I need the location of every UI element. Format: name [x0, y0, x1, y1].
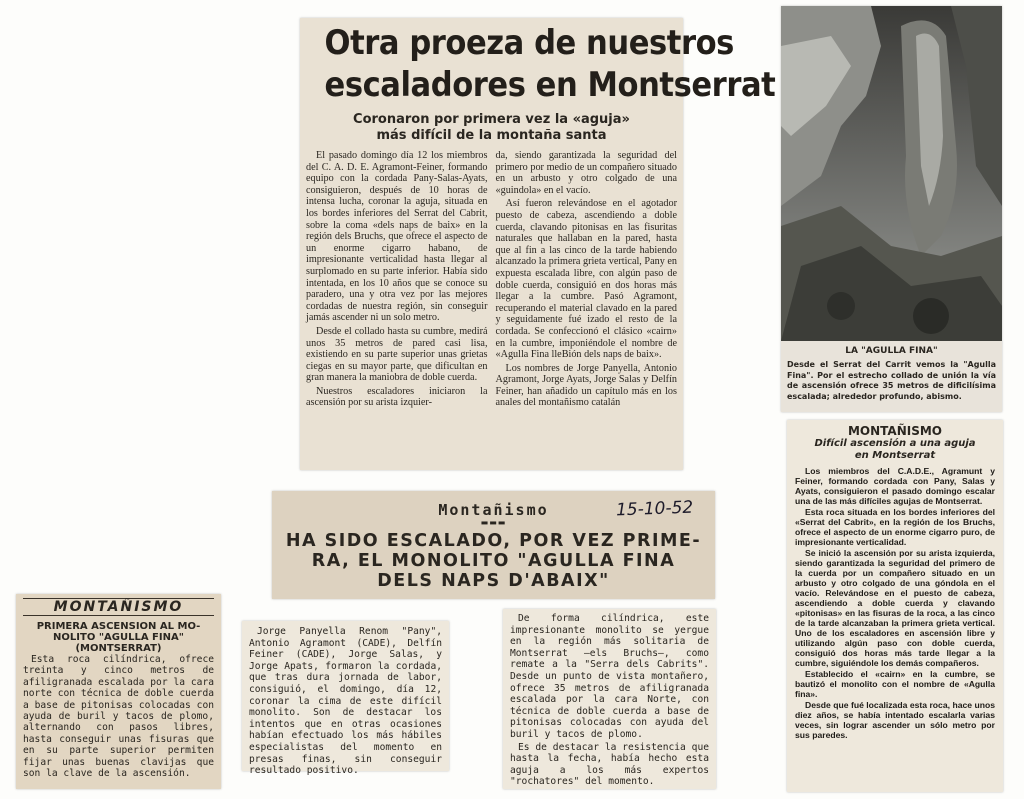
main-article-clipping — [300, 18, 776, 470]
right-subtitle-line2: en Montserrat — [854, 450, 936, 461]
paragraph: Desde que fué localizada esta roca, hace unos diez años, se había intentado escalarla varias veces, sin lograr ascender un sólo metro por sus paredes. — [795, 700, 995, 740]
right-section-title: MONTAÑISMO — [847, 424, 943, 438]
bottom-left-section-title: MONTAÑISMO — [23, 598, 214, 616]
main-subhead — [306, 112, 677, 144]
paragraph: Así fueron relevándose en el agotador puesto de cabeza, ascendiendo a doble cuerda, clavando pitonisas en las fisuritas naturales que hallaban en la pared, hasta que al fin a las cinco de la tarde habiendo alcanzado la primera grieta vertical, Pany en expuesta escalada libre, con algún paso de doble cuerda, consiguió en dos horas más llegar a la cumbre. Pasó Agramont, recuperando el material clavado en la pared y seguidamente fué izado el resto de la cordada. Se confeccionó el clásico «cairn» en la cumbre, imponiéndole el nombre de «Agulla Fina lleBión dels naps de baix». — [495, 198, 677, 361]
main-article-columns — [306, 150, 677, 411]
ornament-divider: ▬▬▬ — [480, 518, 507, 527]
bottom-left-title-line1: PRIMERA ASCENSION AL MO- — [36, 621, 201, 632]
bottom-middle-text: Jorge Panyella Renom "Pany", Antonio Agramont (CADE), Delfín Feiner (CADE), Jorge Salas, y Jorge Apats, formaron la cordada, que tras dura jornada de labor, consiguió, el domingo, día 12, coronar la cima de este difícil monolito. Son de destacar los intentos que en otras ocasiones habían efectuado los más hábiles especialistas del momento en presas finas, sin conseguir resultado positivo. — [249, 626, 442, 777]
paragraph: Desde el collado hasta su cumbre, medirá unos 35 metros de pared casi lisa, existiendo en su parte superior unas grietas ciegas en su mayor parte, que dificultan en gran manera la maniobra de doble cuerda. — [306, 325, 488, 384]
bottom-left-title — [23, 621, 214, 654]
paragraph: El pasado domingo día 12 los miembros del C. A. D. E. Agramont-Feiner, formando equipo con la cordada Pany-Salas-Ayats, consiguieron, después de 10 horas de intensa lucha, coronar la aguja, situada en los bordes inferiores del Serrat del Cabrit, sobre la coma «dels naps de baix» en la región dels Bruchs, que ofrece el aspecto de un enorme cigarro habano, de impresionante verticalidad hasta llegar al surplomado en su parte inferior. Había sido intentada, en los 10 años que se conoce su paradero, una y otra vez por las mejores cordadas de nuestra región, sin conseguir jamás ascender ni un solo metro. — [306, 150, 488, 324]
paragraph: Se inició la ascensión por su arista izquierda, siendo garantizada la seguridad del primero de la cuerda por un compañero situado en un arbusto y otro colgado de una góndola en el vacío. Relevándose en el puesto de cabeza, ascendiendo a doble cuerda y clavando «pitonisas» en las fisuras de la roca, a las cinco de la tarde alcanzaban la primera grieta vertical. Uno de los escaladores en ascensión libre y utilizando algún paso con doble cuerda, consiguió dos horas más tarde llegar a la cumbre, siguiéndole los demás compañeros. — [795, 548, 995, 668]
bottom-left-title-line2: NOLITO "AGULLA FINA" — [53, 632, 184, 643]
paragraph: Los miembros del C.A.D.E., Agramunt y Feiner, formando cordada con Pany, Salas y Ayats, consiguieron el pasado domingo escalar una de las más difíciles agujas de Montserrat. — [795, 466, 995, 506]
paragraph: Los nombres de Jorge Panyella, Antonio Agramont, Jorge Ayats, Jorge Salas y Delfín Feiner, han añadido un capítulo más en los anales del montañismo catalán — [495, 362, 677, 409]
photo-clipping — [781, 6, 1002, 412]
paragraph: Establecido el «cairn» en la cumbre, se bautizó el monolito con el nombre de «Agulla fina». — [795, 669, 995, 699]
paragraph: De forma cilíndrica, este impresionante monolito se yergue en la región más solitaria de Montserrat —els Bruchs—, como remate a la "Serra dels Cabrits". Desde un punto de vista montañero, ofrece 35 metros de afiligranada escalada por la cara Norte, con técnica de doble cuerda a base de pitonisas colocadas con ayuda del buril y tacos de plomo. — [510, 613, 709, 740]
bottom-left-text: Esta roca cilíndrica, ofrece treinta y cinco metros de afiligranada escalada por la cara norte con técnica de doble cuerda a base de pitonisas colocadas con ayuda de buril y tacos de plomo, alternando con pasos libres, hasta conseguir unas fisuras que en su parte superior permiten fijar unas buenas clavijas que son la clave de la ascensión. — [23, 654, 214, 780]
paragraph: Esta roca situada en los bordes inferiores del «Serrat del Cabrit», en la región de los Bruchs, ofrece el aspecto de un enorme cigarro puro, de impresionante verticalidad. — [795, 507, 995, 547]
rock-needle-photo — [781, 6, 1002, 341]
bottom-left-clipping — [16, 594, 221, 789]
paragraph: Es de destacar la resistencia que hasta la fecha, había hecho esta aguja a los más expertos "rochatores" del momento. — [510, 741, 709, 788]
main-headline-line1: Otra proeza de nuestros — [324, 23, 734, 63]
main-subhead-line2: más difícil de la montaña santa — [376, 128, 607, 143]
photo-caption-text: Desde el Serrat del Carrit vemos la "Agulla Fina". Por el estrecho collado de unión la vía de ascensión ofrece 35 metros de dificilísima escalada; alrededor profundo, abismo. — [787, 360, 996, 401]
strip-headline-line1: HA SIDO ESCALADO, POR VEZ PRIME- — [285, 531, 702, 551]
right-subtitle-line1: Difícil ascensión a una aguja — [814, 438, 976, 449]
right-article-clipping — [787, 420, 1003, 792]
strip-headline-line3: DELS NAPS D'ABAIX" — [377, 571, 610, 591]
main-subhead-line1: Coronaron por primera vez la «aguja» — [353, 112, 630, 127]
strip-headline-line2: RA, EL MONOLITO "AGULLA FINA — [311, 551, 676, 571]
strip-section-title: Montañismo — [438, 501, 549, 519]
handwritten-date: 15-10-52 — [615, 497, 694, 521]
headline-strip-clipping — [272, 491, 715, 599]
bottom-middle-clipping — [242, 621, 449, 777]
bottom-left-title-line3: (MONTSERRAT) — [75, 643, 162, 654]
photo-caption-title: LA "AGULLA FINA" — [845, 346, 938, 356]
paragraph: da, siendo garantizada la seguridad del primero por medio de un compañero situado en un arbusto y otro colgado de una «guindola» en el vacío. — [495, 150, 677, 196]
main-article-column-1 — [306, 150, 488, 411]
paragraph: Nuestros escaladores iniciaron la ascensión por su arista izquier- — [306, 385, 488, 409]
main-headline-line2: escaladores en Montserrat — [324, 65, 776, 105]
bottom-right-clipping — [503, 609, 716, 789]
main-article-column-2 — [496, 150, 678, 411]
right-subtitle — [795, 438, 995, 462]
strip-headline — [280, 531, 707, 591]
